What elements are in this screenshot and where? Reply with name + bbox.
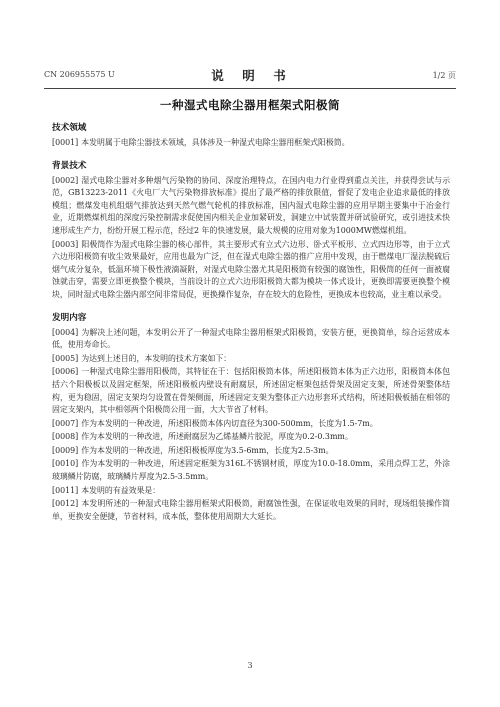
document-body: [52, 122, 450, 524]
publication-number: CN 206955575 U: [44, 70, 115, 79]
paragraph-0011: [52, 485, 450, 498]
section-heading-background: 背景技术: [52, 160, 87, 171]
paragraph-0008: [52, 431, 450, 444]
paragraph-text: 作为本发明的一种改进，所述阳极筒本体内切直径为300-500mm，长度为1.5-7m。: [81, 418, 378, 428]
page-indicator: 1/2 页: [432, 71, 456, 80]
paragraph-number: [0007]: [52, 418, 79, 428]
paragraph-text: 作为本发明的一种改进，所述耐腐层为乙烯基鳞片胶泥，厚度为0.2-0.3mm。: [81, 432, 353, 442]
paragraph-0007: [52, 418, 450, 431]
paragraph-number: [0005]: [52, 353, 79, 363]
document-type-title: 说 明 书: [211, 68, 289, 83]
page-number: 3: [247, 661, 253, 670]
paragraph-text: 为解决上述问题，本发明公开了一种湿式电除尘器用框架式阳极筒，安装方便，更换简单，综合运营成本低，使用寿命长。: [52, 327, 450, 350]
paragraph-0003: [52, 239, 450, 302]
paragraph-number: [0010]: [52, 459, 79, 469]
page-header: [44, 70, 456, 84]
paragraph-0002: [52, 175, 450, 238]
paragraph-number: [0002]: [52, 175, 79, 185]
paragraph-text: 作为本发明的一种改进，所述固定框架为316L不锈钢材质，厚度为10.0-18.0mm，采用点焊工艺，外涂玻璃鳞片防腐，玻璃鳞片厚度为2.5-3.5mm。: [52, 459, 450, 482]
paragraph-text: 本发明所述的一种湿式电除尘器用框架式阳极筒，耐腐蚀性强，在保证收电效果的同时，现场组装操作简单，更换安全便捷，节省材料，成本低，整体使用周期大大延长。: [52, 499, 450, 521]
paragraph-number: [0006]: [52, 367, 79, 377]
paragraph-number: [0011]: [52, 485, 79, 495]
paragraph-number: [0003]: [52, 239, 79, 249]
paragraph-0009: [52, 445, 450, 458]
section-heading-summary: 发明内容: [52, 312, 87, 323]
paragraph-number: [0008]: [52, 432, 79, 442]
paragraph-text: 湿式电除尘器对多种烟气污染物的协同、深度治理特点，在国内电力行业得到重点关注，并获得尝试与示范，GB13223-2011《火电厂大气污染物排放标准》提出了最严格的排放限值，督促了发电企业追求最低的排放模组；燃煤发电机组烟气排放达到天然气燃气轮机的排放标准，国内湿式电除尘器的应用早期主要集中于冶金行业，近期燃煤机组的深度污染控制需求促使国内相关企业加紧研发，洞建立中试装置并研试验研究，或引进技术快速形成生产力，纷纷开展工程示范，经过2 年的快速发展，最大规模的应用对象为1000MW燃煤机组。: [52, 175, 450, 235]
paragraph-text: 为达到上述目的，本发明的技术方案如下：: [81, 353, 232, 363]
paragraph-0010: [52, 458, 450, 483]
paragraph-0001: [52, 137, 450, 150]
invention-title: 一种湿式电除尘器用框架式阳极筒: [160, 98, 340, 112]
paragraph-text: 一种湿式电除尘器用阳极筒，其特征在于：包括阳极筒本体，所述阳极筒本体为正六边形，阳极筒本体包括六个阳极板以及固定框架，所述阳极板内壁设有耐腐层，所述固定框架包括骨架及固定支架，所述骨架整体结构，更为稳固，固定支架均匀设置在骨架侧面，所述固定支架为整体正六边形套环式结构，所述阳极板插在相邻的固定支架内，其中相邻两个阳极筒公用一面，大大节省了材料。: [52, 367, 450, 415]
paragraph-text: 本发明属于电除尘器技术领域，具体涉及一种湿式电除尘器用框架式阳极筒。: [81, 138, 350, 147]
header-divider: [44, 88, 456, 89]
section-heading-technical-field: 技术领域: [52, 123, 87, 133]
paragraph-text: 作为本发明的一种改进，所述阳极板厚度为3.5-6mm，长度为2.5-3m。: [81, 445, 334, 455]
paragraph-number: [0009]: [52, 445, 79, 455]
paragraph-0012: [52, 498, 450, 523]
paragraph-number: [0001]: [52, 138, 79, 147]
paragraph-number: [0004]: [52, 327, 79, 337]
paragraph-text: 本发明的有益效果是：: [81, 485, 161, 495]
paragraph-0004: [52, 327, 450, 352]
paragraph-0005: [52, 353, 450, 366]
paragraph-text: 阳极筒作为湿式电除尘器的核心部件，其主要形式有立式六边形、卧式平板形、立式四边形等，由于立式六边形阳极筒有收尘效果最好，应用也最为广泛，但在湿式电除尘器的推广应用中发现，由于燃煤电厂湿法脱硫后烟气成分复杂，低温环境下极性液滴凝附，对湿式电除尘器尤其是阳极筒有较强的腐蚀性，阳极筒的任何一面被腐蚀就击穿，需要立即更换整个模块，当前设计的立式六边形阳极筒大都为模块一体式设计，更换即需要更换整个模块，同时湿式电除尘器内部空间非常局促，更换操作复杂，存在较大的危险性，更换成本也较高，业主难以承受。: [52, 239, 450, 299]
paragraph-0006: [52, 366, 450, 416]
paragraph-number: [0012]: [52, 499, 79, 509]
